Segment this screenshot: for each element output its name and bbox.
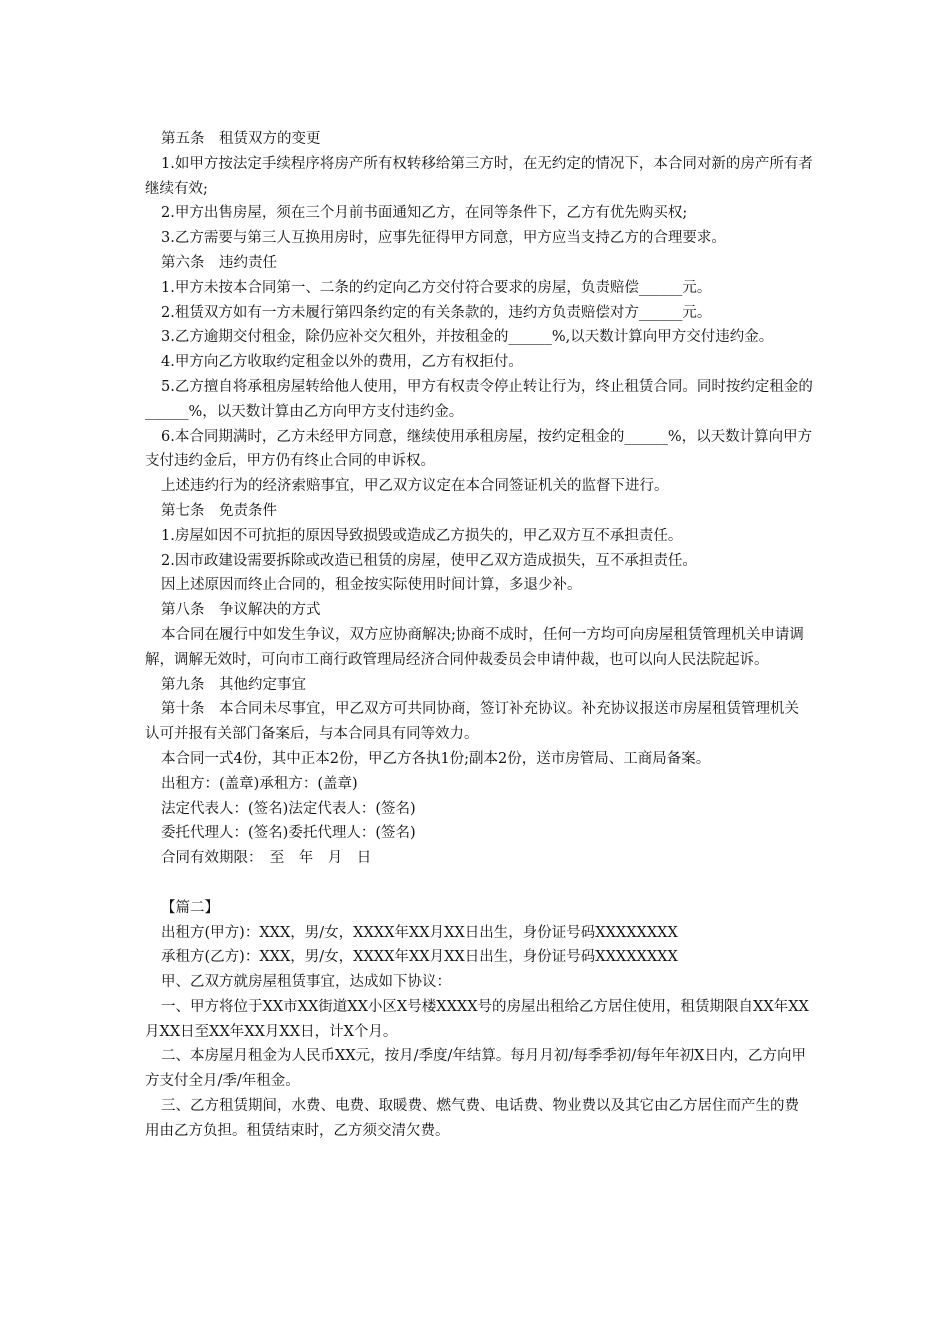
paragraph: 第十条 本合同未尽事宜，甲乙双方可共同协商，签订补充协议。补充协议报送市房屋租赁管理机关认可并报有关部门备案后，与本合同具有同等效力。 bbox=[145, 701, 799, 743]
paragraph: 三、乙方租赁期间，水费、电费、取暖费、燃气费、电话费、物业费以及其它由乙方居住而产生的费用由乙方负担。租赁结束时，乙方须交清欠费。 bbox=[145, 1098, 799, 1139]
paragraph: 第九条 其他约定事宜 bbox=[161, 676, 306, 693]
paragraph: 因上述原因而终止合同的，租金按实际使用时间计算，多退少补。 bbox=[161, 577, 582, 594]
paragraph: 出租方：(盖章)承租方：(盖章) bbox=[161, 775, 358, 792]
paragraph: 第六条 违约责任 bbox=[161, 254, 277, 271]
document-body bbox=[145, 127, 813, 1144]
blank-line bbox=[145, 871, 813, 896]
paragraph: 甲、乙双方就房屋租赁事宜，达成如下协议： bbox=[161, 974, 451, 991]
paragraph: 委托代理人：(签名)委托代理人：(签名) bbox=[161, 825, 416, 842]
paragraph: 一、甲方将位于XX市XX街道XX小区X号楼XXXX号的房屋出租给乙方居住使用，租赁期限自XX年XX月XX日至XX年XX月XX日，计X个月。 bbox=[145, 998, 809, 1040]
paragraph: 3.乙方逾期交付租金，除仍应补交欠租外，并按租金的______%,以天数计算向甲方交付违约金。 bbox=[161, 329, 774, 346]
paragraph: 2.因市政建设需要拆除或改造已租赁的房屋，使甲乙双方造成损失，互不承担责任。 bbox=[161, 552, 697, 569]
paragraph: 第七条 免责条件 bbox=[161, 502, 277, 519]
paragraph: 本合同在履行中如发生争议，双方应协商解决;协商不成时，任何一方均可向房屋租赁管理机关申请调解，调解无效时，可向市工商行政管理局经济合同仲裁委员会申请仲裁，也可以向人民法院起诉。 bbox=[145, 626, 804, 668]
paragraph: 1.房屋如因不可抗拒的原因导致损毁或造成乙方损失的，甲乙双方互不承担责任。 bbox=[161, 527, 683, 544]
paragraph: 承租方(乙方)：XXX，男/女，XXXX年XX月XX日出生，身份证号码XXXXXXXX bbox=[161, 949, 678, 966]
paragraph: 2.租赁双方如有一方未履行第四条约定的有关条款的，违约方负责赔偿对方______元。 bbox=[161, 304, 712, 321]
paragraph: 法定代表人：(签名)法定代表人：(签名) bbox=[161, 800, 416, 817]
paragraph: 第五条 租赁双方的变更 bbox=[161, 131, 321, 147]
paragraph: 合同有效期限： 至 年 月 日 bbox=[161, 850, 372, 867]
paragraph: 第八条 争议解决的方式 bbox=[161, 602, 321, 619]
paragraph: 4.甲方向乙方收取约定租金以外的费用，乙方有权拒付。 bbox=[161, 354, 523, 371]
paragraph: 2.甲方出售房屋，须在三个月前书面通知乙方，在同等条件下，乙方有优先购买权; bbox=[161, 205, 688, 222]
paragraph: 5.乙方擅自将承租房屋转给他人使用，甲方有权责令停止转让行为，终止租赁合同。同时按约定租金的______%，以天数计算由乙方向甲方支付违约金。 bbox=[145, 378, 813, 420]
paragraph: 1.如甲方按法定手续程序将房产所有权转移给第三方时，在无约定的情况下，本合同对新的房产所有者继续有效; bbox=[145, 155, 813, 197]
paragraph: 【篇二】 bbox=[161, 899, 219, 916]
paragraph: 二、本房屋月租金为人民币XX元，按月/季度/年结算。每月月初/每季季初/每年年初X日内，乙方向甲方支付全月/季/年租金。 bbox=[145, 1048, 807, 1090]
paragraph: 本合同一式4份，其中正本2份，甲乙方各执1份;副本2份，送市房管局、工商局备案。 bbox=[161, 750, 711, 767]
paragraph: 1.甲方未按本合同第一、二条的约定向乙方交付符合要求的房屋，负责赔偿______元。 bbox=[161, 279, 712, 296]
paragraph: 6.本合同期满时，乙方未经甲方同意，继续使用承租房屋，按约定租金的______%，以天数计算向甲方支付违约金后，甲方仍有终止合同的申诉权。 bbox=[145, 428, 813, 470]
paragraph: 3.乙方需要与第三人互换用房时，应事先征得甲方同意，甲方应当支持乙方的合理要求。 bbox=[161, 230, 726, 247]
paragraph: 上述违约行为的经济索赔事宜，甲乙双方议定在本合同签证机关的监督下进行。 bbox=[161, 478, 669, 495]
paragraph: 出租方(甲方)：XXX，男/女，XXXX年XX月XX日出生，身份证号码XXXXXXXX bbox=[161, 924, 678, 941]
